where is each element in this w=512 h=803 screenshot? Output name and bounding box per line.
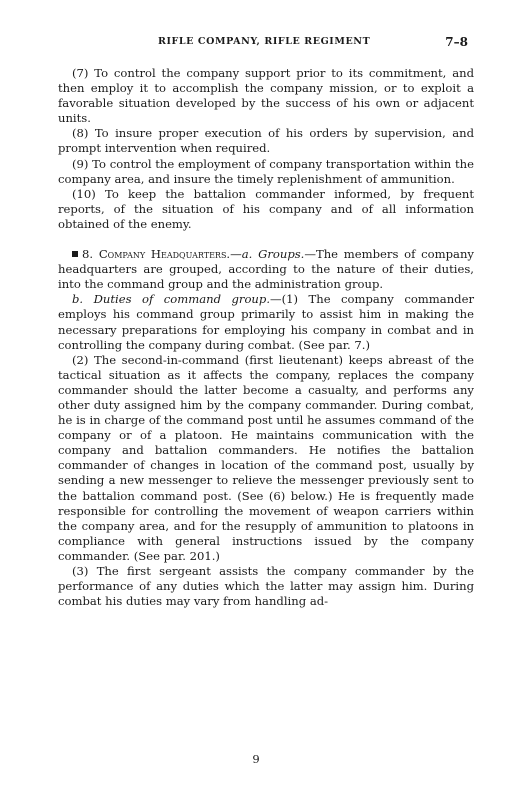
body-text — [58, 66, 474, 609]
section-8-text: —The members of company headquarters are grouped, according to the nature of their duties, into the command group and the administration group. — [58, 247, 474, 292]
paragraph-7: (7) To control the company support prior to its commitment, and then employ it to accomplish the company mission, or to exploit a favorable situation developed by the success of his own or adjacent units. — [58, 66, 474, 126]
paragraph-b3: (3) The first sergeant assists the company commander by the performance of any duties which the latter may assign him. During combat his duties may vary from handling ad- — [58, 564, 474, 609]
paragraph-9: (9) To control the employment of company transportation within the company area, and insure the timely replenishment of ammunition. — [58, 156, 474, 186]
paragraph-b2: (2) The second-in-command (first lieutenant) keeps abreast of the tactical situation as it affects the company, replaces the company commander should the latter become a casualty, and performs any other duty assigned him by the company commander. During combat, he is in charge of the command post until he assumes command of the company or of a platoon. He maintains communication with the company and battalion commanders. He notifies the battalion commander of changes in location of the command post, usually by sending a new messenger to relieve the messenger previously sent to the battalion command post. (See (6) below.) He is frequently made responsible for controlling the movement of weapon carriers within the company area, and for the resupply of ammunition to platoons in compliance with general instructions issued by the company commander. (See par. 201.) — [58, 352, 474, 563]
section-marker-icon — [72, 251, 78, 257]
page-header — [58, 36, 478, 52]
running-head: RIFLE COMPANY, RIFLE REGIMENT — [158, 36, 371, 47]
subsection-label-b: b. Duties of command group. — [72, 292, 270, 307]
section-title: Company Headquarters. — [98, 247, 231, 262]
page-reference: 7–8 — [445, 35, 468, 49]
section-8-paragraph — [58, 247, 474, 292]
subsection-label-a: —a. Groups. — [230, 247, 305, 262]
paragraph-10: (10) To keep the battalion commander informed, by frequent reports, of the situation of his company and of all information obtained of the enemy. — [58, 186, 474, 231]
page-number: 9 — [252, 752, 260, 766]
paragraph-8: (8) To insure proper execution of his orders by supervision, and prompt intervention when required. — [58, 126, 474, 156]
subsection-b-text: —(1) The company commander employs his command group primarily to assist him in making the necessary preparations for employing his company in combat and in controlling the company during combat. (See par. 7.) — [58, 292, 474, 352]
section-number: 8. — [82, 247, 94, 262]
subsection-b-paragraph — [58, 292, 474, 352]
